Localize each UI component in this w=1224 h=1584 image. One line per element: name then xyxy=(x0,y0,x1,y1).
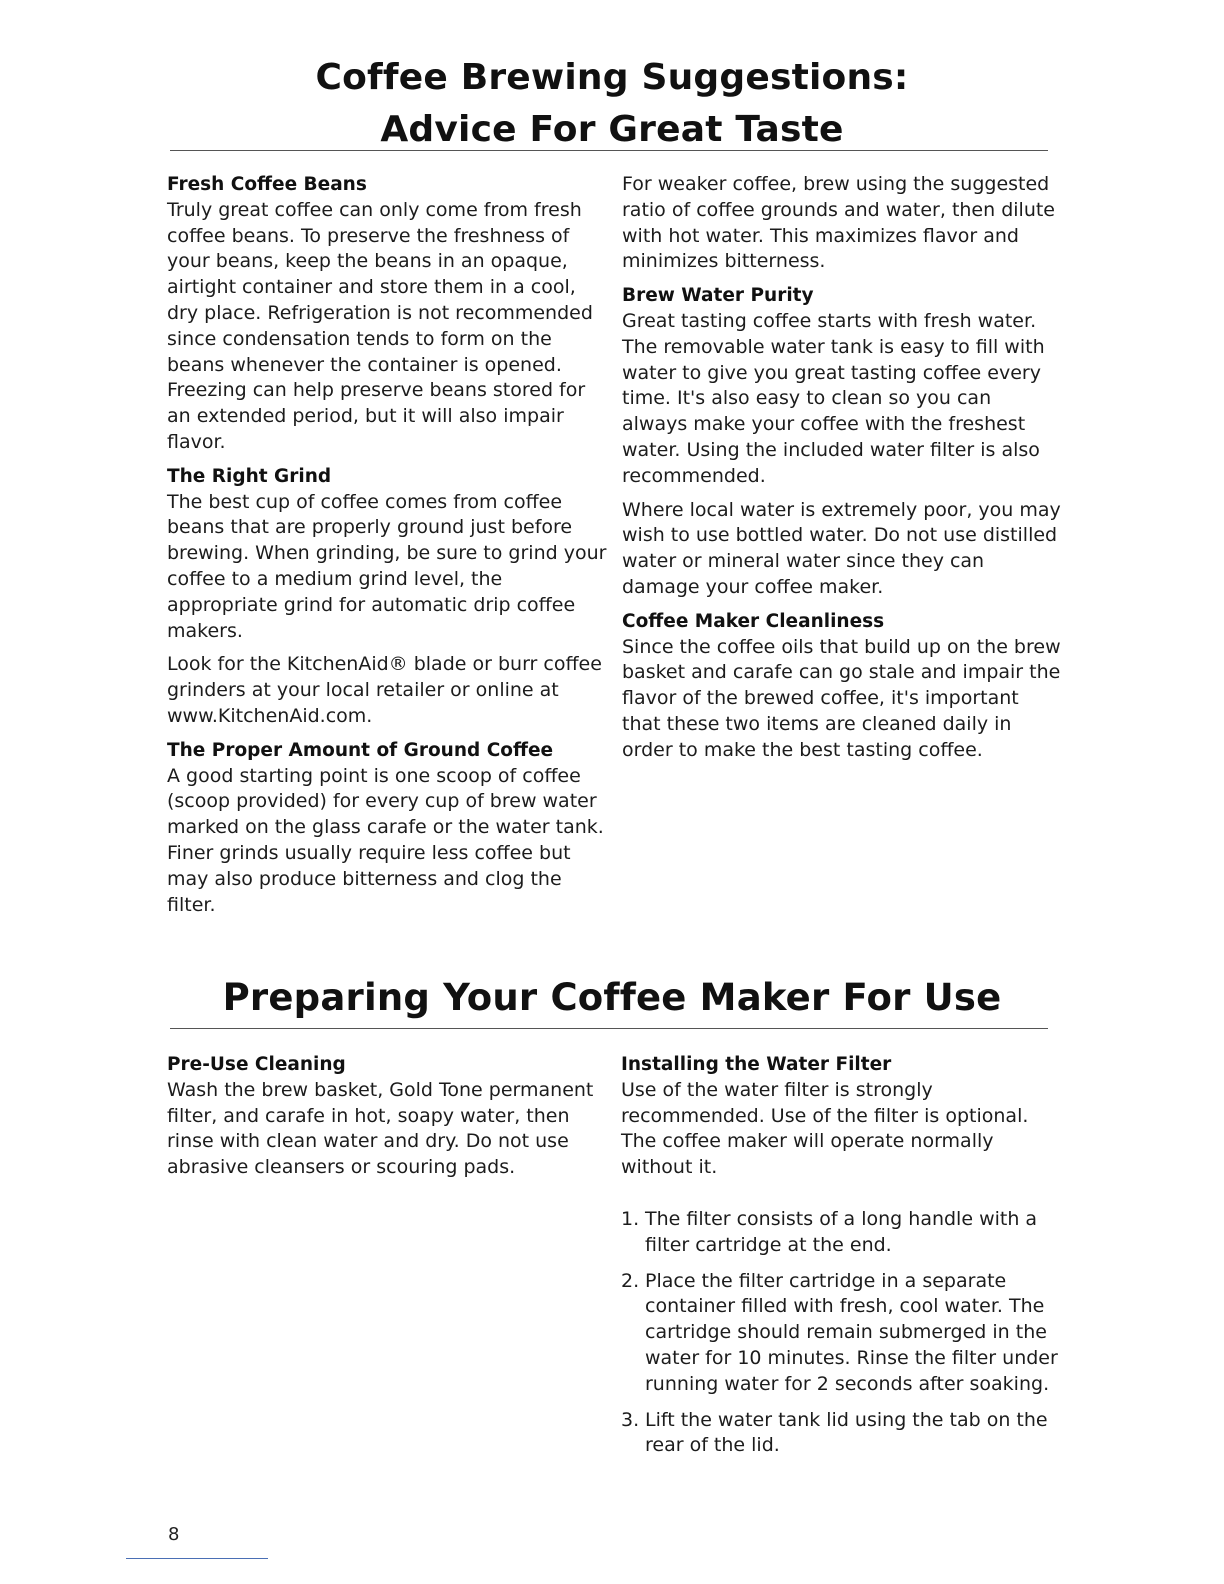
section-title-brewing-suggestions xyxy=(0,52,1224,156)
preparing-left-column xyxy=(167,1052,607,1189)
step-number: 1. xyxy=(621,1207,640,1230)
paragraph-local-water: Where local water is extremely poor, you may wish to use bottled water. Do not use distilled water or mineral water since they can damage your coffee maker. xyxy=(622,498,1061,598)
paragraph-right-grind: The best cup of coffee comes from coffee beans that are properly ground just before brewing. When grinding, be sure to grind your coffee to a medium grind level, the appropriate grind for automatic drip coffee makers. xyxy=(167,490,607,642)
step-text: Lift the water tank lid using the tab on the rear of the lid. xyxy=(645,1408,1048,1457)
paragraph-cleanliness: Since the coffee oils that build up on the brew basket and carafe can go stale and impair the flavor of the brewed coffee, it's important that these two items are cleaned daily in order to make the best tasting coffee. xyxy=(622,635,1061,761)
heading-installing-filter: Installing the Water Filter xyxy=(621,1054,892,1075)
paragraph-weaker-coffee: For weaker coffee, brew using the suggested ratio of coffee grounds and water, then dilute with hot water. This maximizes flavor and minimizes bitterness. xyxy=(622,173,1056,273)
heading-proper-amount: The Proper Amount of Ground Coffee xyxy=(167,739,554,761)
step-number: 3. xyxy=(621,1408,640,1431)
title-line-1: Coffee Brewing Suggestions: xyxy=(315,57,909,98)
brewing-left-column xyxy=(167,172,607,926)
filter-steps-list xyxy=(621,1207,1061,1459)
heading-fresh-coffee-beans: Fresh Coffee Beans xyxy=(167,174,367,195)
footer-divider xyxy=(126,1558,268,1559)
heading-pre-use-cleaning: Pre-Use Cleaning xyxy=(167,1054,346,1075)
step-number: 2. xyxy=(621,1269,640,1292)
paragraph-fresh-coffee-beans: Truly great coffee can only come from fresh coffee beans. To preserve the freshness of your beans, keep the beans in an opaque, airtight container and store them in a cool, dry place. Refrigeration is not recommended since condensation tends to form on the beans whenever the container is opened. Freezing can help preserve beans stored for an extended period, but it will also impair flavor. xyxy=(167,198,593,453)
list-item xyxy=(621,1269,1061,1398)
section-divider xyxy=(170,150,1048,151)
step-text: The filter consists of a long handle with a filter cartridge at the end. xyxy=(645,1207,1038,1256)
paragraph-brew-water-purity: Great tasting coffee starts with fresh water. The removable water tank is easy to fill with water to give you great tasting coffee every time. It's also easy to clean so you can always make your coffee with the freshest water. Using the included water filter is also recommended. xyxy=(622,309,1045,487)
list-item xyxy=(621,1408,1061,1460)
title-line-2: Advice For Great Taste xyxy=(380,109,844,150)
section-divider xyxy=(170,1028,1048,1029)
heading-brew-water-purity: Brew Water Purity xyxy=(622,285,814,307)
paragraph-pre-use-cleaning: Wash the brew basket, Gold Tone permanent filter, and carafe in hot, soapy water, then rinse with clean water and dry. Do not use abrasive cleansers or scouring pads. xyxy=(167,1078,594,1179)
heading-right-grind: The Right Grind xyxy=(167,465,332,487)
paragraph-installing-filter: Use of the water filter is strongly recommended. Use of the filter is optional. The coffee maker will operate normally without it. xyxy=(621,1078,1029,1179)
list-item xyxy=(621,1207,1061,1259)
heading-cleanliness: Coffee Maker Cleanliness xyxy=(622,610,885,632)
brewing-right-column xyxy=(622,172,1062,772)
section-title-preparing: Preparing Your Coffee Maker For Use xyxy=(222,976,1002,1019)
paragraph-proper-amount: A good starting point is one scoop of coffee (scoop provided) for every cup of brew water marked on the glass carafe or the water tank. Finer grinds usually require less coffee but may also produce bitterness and clog the filter. xyxy=(167,764,604,916)
step-text: Place the filter cartridge in a separate container filled with fresh, cool water. The cartridge should remain submerged in the water for 10 minutes. Rinse the filter under running water for 2 seconds after soaking. xyxy=(645,1269,1058,1395)
paragraph-grinders: Look for the KitchenAid® blade or burr coffee grinders at your local retailer or online at www.KitchenAid.com. xyxy=(167,653,602,727)
preparing-right-column xyxy=(621,1052,1061,1469)
page-number: 8 xyxy=(168,1524,180,1545)
